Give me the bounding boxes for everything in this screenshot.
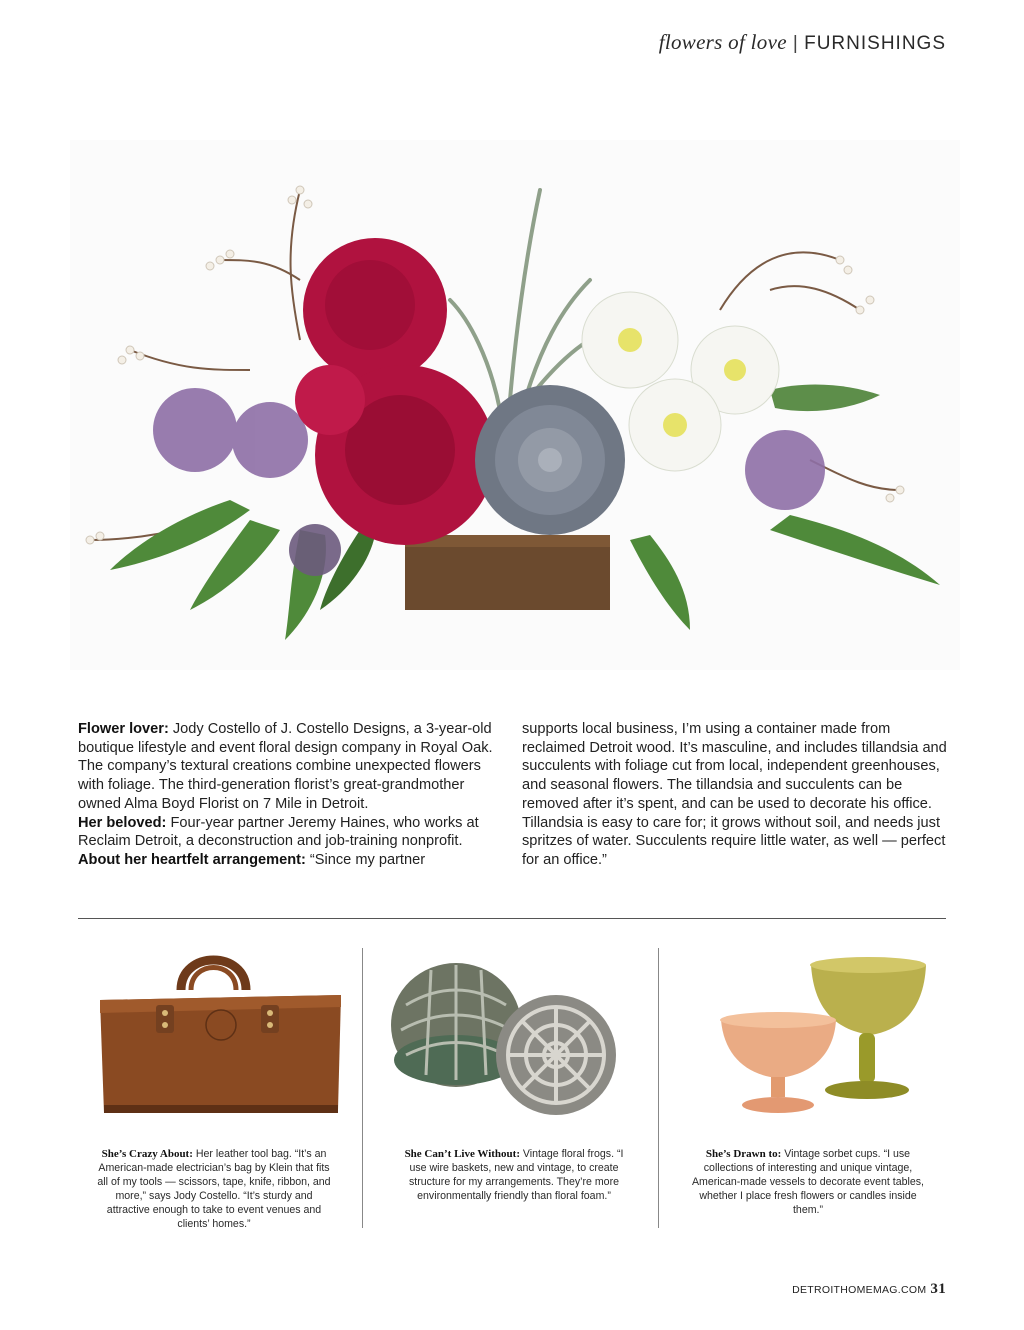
arrangement-text-continued: supports local business, I’m using a container made from reclaimed Detroit wood. It’s masculine, and includes tillandsia and succulents with foliage cut from local, independent greenhouses, and seasonal flowers. The tillandsia and succulents can be removed after it’s spent, and can be used to decorate his office. Tillandsia is easy to care for; it grows without soil, and needs just spritzes of water. Succulents require little water, as well — perfect for an office.” (522, 721, 947, 868)
page-header (659, 30, 946, 55)
sorbet-cups-photo (686, 935, 956, 1135)
column-divider-2 (658, 948, 659, 1228)
caption-crazy-about-text: Her leather tool bag. “It’s an American-made electrician’s bag by Klein that fits all of my tools — scissors, tape, knife, ribbon, and more,” says Jody Costello. “It’s sturdy and attractive enough to take to event venues and clients’ homes.” (97, 1148, 331, 1230)
caption-drawn-to (690, 1147, 926, 1217)
flower-lover-text: Jody Costello of J. Costello Designs, a 3-year-old boutique lifestyle and event floral design company in Royal Oak. The company’s textural creations combine unexpected flowers with foliage. The third-generation florist’s great-grandmother owned Alma Boyd Florist on 7 Mile in Detroit. (78, 721, 493, 812)
caption-drawn-to-label: She’s Drawn to: (705, 1148, 782, 1160)
page-number: 31 (930, 1281, 946, 1297)
caption-crazy-about (96, 1147, 332, 1231)
section-divider (78, 918, 946, 919)
caption-crazy-about-label: She’s Crazy About: (101, 1148, 193, 1160)
caption-drawn-to-text: Vintage sorbet cups. “I use collections of interesting and unique vintage, American-made vessels to decorate event tables, whether I place fresh flowers or candles inside them.” (691, 1148, 924, 1216)
her-beloved-text: Four-year partner Jeremy Haines, who works at Reclaim Detroit, a deconstruction and job-training nonprofit. (78, 814, 479, 850)
arrangement-label: About her heartfelt arrangement: (78, 851, 306, 868)
her-beloved-label: Her beloved: (78, 814, 167, 831)
column-divider-1 (362, 948, 363, 1228)
article-column-left (78, 720, 506, 870)
site-url: DETROITHOMEMAG.COM (792, 1284, 927, 1296)
leather-tool-bag-photo (86, 935, 356, 1135)
arrangement-text-start: “Since my partner (305, 851, 426, 868)
caption-cant-live-without (396, 1147, 632, 1203)
section-title: flowers of love (658, 30, 787, 54)
page-footer (792, 1281, 946, 1298)
article-column-right (522, 720, 950, 870)
floral-frogs-photo (376, 935, 646, 1135)
category-label: FURNISHINGS (804, 33, 946, 54)
header-separator: | (792, 33, 799, 54)
caption-cant-live-without-text: Vintage floral frogs. “I use wire baskets, new and vintage, to create structure for my arrangements. They’re more environmentally friendly than floral foam.” (409, 1148, 624, 1202)
flower-lover-label: Flower lover: (78, 721, 169, 737)
floral-arrangement-photo (70, 140, 960, 670)
caption-cant-live-without-label: She Can’t Live Without: (404, 1148, 520, 1160)
